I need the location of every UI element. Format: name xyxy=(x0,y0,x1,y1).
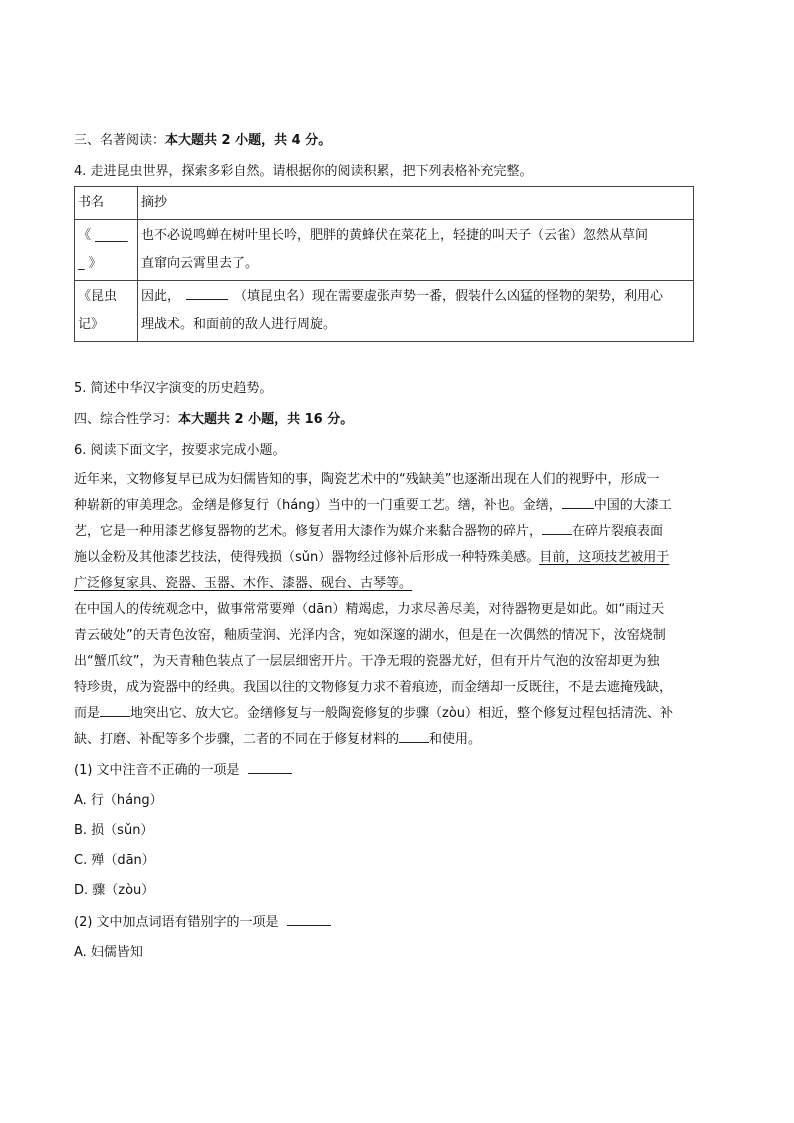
section-4-heading xyxy=(74,410,722,430)
passage-line: 在中国人的传统观念中，做事常常要殚（dān）精竭虑，力求尽善尽美，对待器物更是如此。如“雨过天 xyxy=(74,602,665,617)
book-blank-l1: 《 _____ xyxy=(78,228,128,243)
sub-question-2 xyxy=(74,911,722,933)
passage-text: 而是 xyxy=(74,706,101,721)
fill-blank xyxy=(186,285,228,300)
excerpt-cell xyxy=(138,220,694,281)
excerpt-l2: 直窜向云霄里去了。 xyxy=(141,256,259,271)
fill-blank xyxy=(399,728,429,743)
underlined-sentence: 广泛修复家具、瓷器、玉器、木作、漆器、砚台、古琴等。 xyxy=(74,576,413,591)
fill-blank xyxy=(542,520,572,535)
passage-line xyxy=(74,727,722,753)
section-3-info: 本大题共 2 小题，共 4 分。 xyxy=(165,133,332,148)
underlined-sentence: 目前，这项技艺被用于 xyxy=(539,550,670,565)
option-a: A. 妇儒皆知 xyxy=(74,945,143,960)
passage-line: 特珍贵，成为瓷器中的经典。我国以往的文物修复力求不着痕迹，而金缮却一反既往，不是去遮掩残缺， xyxy=(74,680,673,695)
passage-line xyxy=(74,519,722,545)
table-row xyxy=(75,220,694,281)
passage-text: 缺、打磨、补配等多个步骤，二者的不同在于修复材料的 xyxy=(74,732,400,747)
section-4-info: 本大题共 2 小题，共 16 分。 xyxy=(178,412,354,427)
sub-question-2-stem: (2) 文中加点词语有错别字的一项是 xyxy=(74,915,279,930)
book-blank-l2: _ 》 xyxy=(78,256,102,271)
sub-question-1 xyxy=(74,759,722,781)
passage-text: 在碎片裂痕表面 xyxy=(572,524,664,539)
passage-text: 地突出它、放大它。金缮修复与一般陶瓷修复的步骤（zòu）相近，整个修复过程包括清洗、补 xyxy=(130,706,674,721)
passage-text: 施以金粉及其他漆艺技法，使得残损（sǔn）器物经过修补后形成一种特殊美感。 xyxy=(74,550,540,565)
passage-line xyxy=(74,701,722,727)
passage-line: 青云破处”的天青色汝窑，釉质莹润、光泽内含，宛如深邃的湖水，但是在一次偶然的情况下，汝窑烧制 xyxy=(74,628,666,643)
excerpt-l1-end: （填昆虫名）现在需要虚张声势一番，假装什么凶猛的怪物的架势，利用心 xyxy=(234,289,664,304)
answer-blank xyxy=(287,911,331,926)
table-header-row xyxy=(75,187,694,220)
passage-text: 和使用。 xyxy=(429,732,482,747)
question-6-stem: 6. 阅读下面文字，按要求完成小题。 xyxy=(74,443,286,458)
passage-text: 中国的大漆工 xyxy=(593,498,672,513)
excerpt-l1 xyxy=(141,283,690,311)
header-excerpt: 摘抄 xyxy=(138,187,694,220)
option-c: C. 殚（dān） xyxy=(74,853,155,868)
book-title-l1: 《昆虫 xyxy=(78,289,118,304)
section-3-heading xyxy=(74,131,722,151)
excerpt-cell xyxy=(138,281,694,342)
passage-line xyxy=(74,571,722,597)
option-b: B. 损（sǔn） xyxy=(74,823,154,838)
section-3-prefix: 三、名著阅读： xyxy=(74,133,166,148)
passage-line: 近年来，文物修复早已成为妇儒皆知的事，陶瓷艺术中的“残缺美”也逐渐出现在人们的视野中，形成一 xyxy=(74,472,660,487)
exam-page xyxy=(74,131,722,963)
option-d: D. 骤（zòu） xyxy=(74,883,155,898)
passage-line xyxy=(74,545,722,571)
passage xyxy=(74,467,722,753)
sub-question-1-stem: (1) 文中注音不正确的一项是 xyxy=(74,763,240,778)
question-4-stem: 4. 走进昆虫世界，探索多彩自然。请根据你的阅读积累，把下列表格补充完整。 xyxy=(74,164,533,179)
option-a: A. 行（háng） xyxy=(74,793,163,808)
book-title-l2: 记》 xyxy=(78,317,105,332)
passage-line: 出“蟹爪纹”，为天青釉色装点了一层层细密开片。干净无瑕的瓷器尤好，但有开片气泡的汝窑却更为独 xyxy=(74,654,660,669)
fill-blank xyxy=(562,494,594,509)
passage-text: 种崭新的审美理念。金缮是修复行（háng）当中的一门重要工艺。缮，补也。金缮， xyxy=(74,498,562,513)
answer-blank xyxy=(248,759,292,774)
table-row xyxy=(75,281,694,342)
reading-table xyxy=(74,186,694,342)
question-5-stem: 5. 简述中华汉字演变的历史趋势。 xyxy=(74,381,273,396)
header-book: 书名 xyxy=(75,187,138,220)
section-4-prefix: 四、综合性学习： xyxy=(74,412,179,427)
fill-blank xyxy=(100,702,130,717)
excerpt-l1-start: 因此， xyxy=(141,289,181,304)
passage-text: 艺，它是一种用漆艺修复器物的艺术。修复者用大漆作为媒介来黏合器物的碎片， xyxy=(74,524,543,539)
passage-line xyxy=(74,493,722,519)
book-cell xyxy=(75,281,138,342)
excerpt-l2: 理战术。和面前的敌人进行周旋。 xyxy=(141,317,337,332)
excerpt-l1: 也不必说鸣蝉在树叶里长吟，肥胖的黄蜂伏在菜花上，轻捷的叫天子（云雀）忽然从草间 xyxy=(141,228,649,243)
book-cell xyxy=(75,220,138,281)
